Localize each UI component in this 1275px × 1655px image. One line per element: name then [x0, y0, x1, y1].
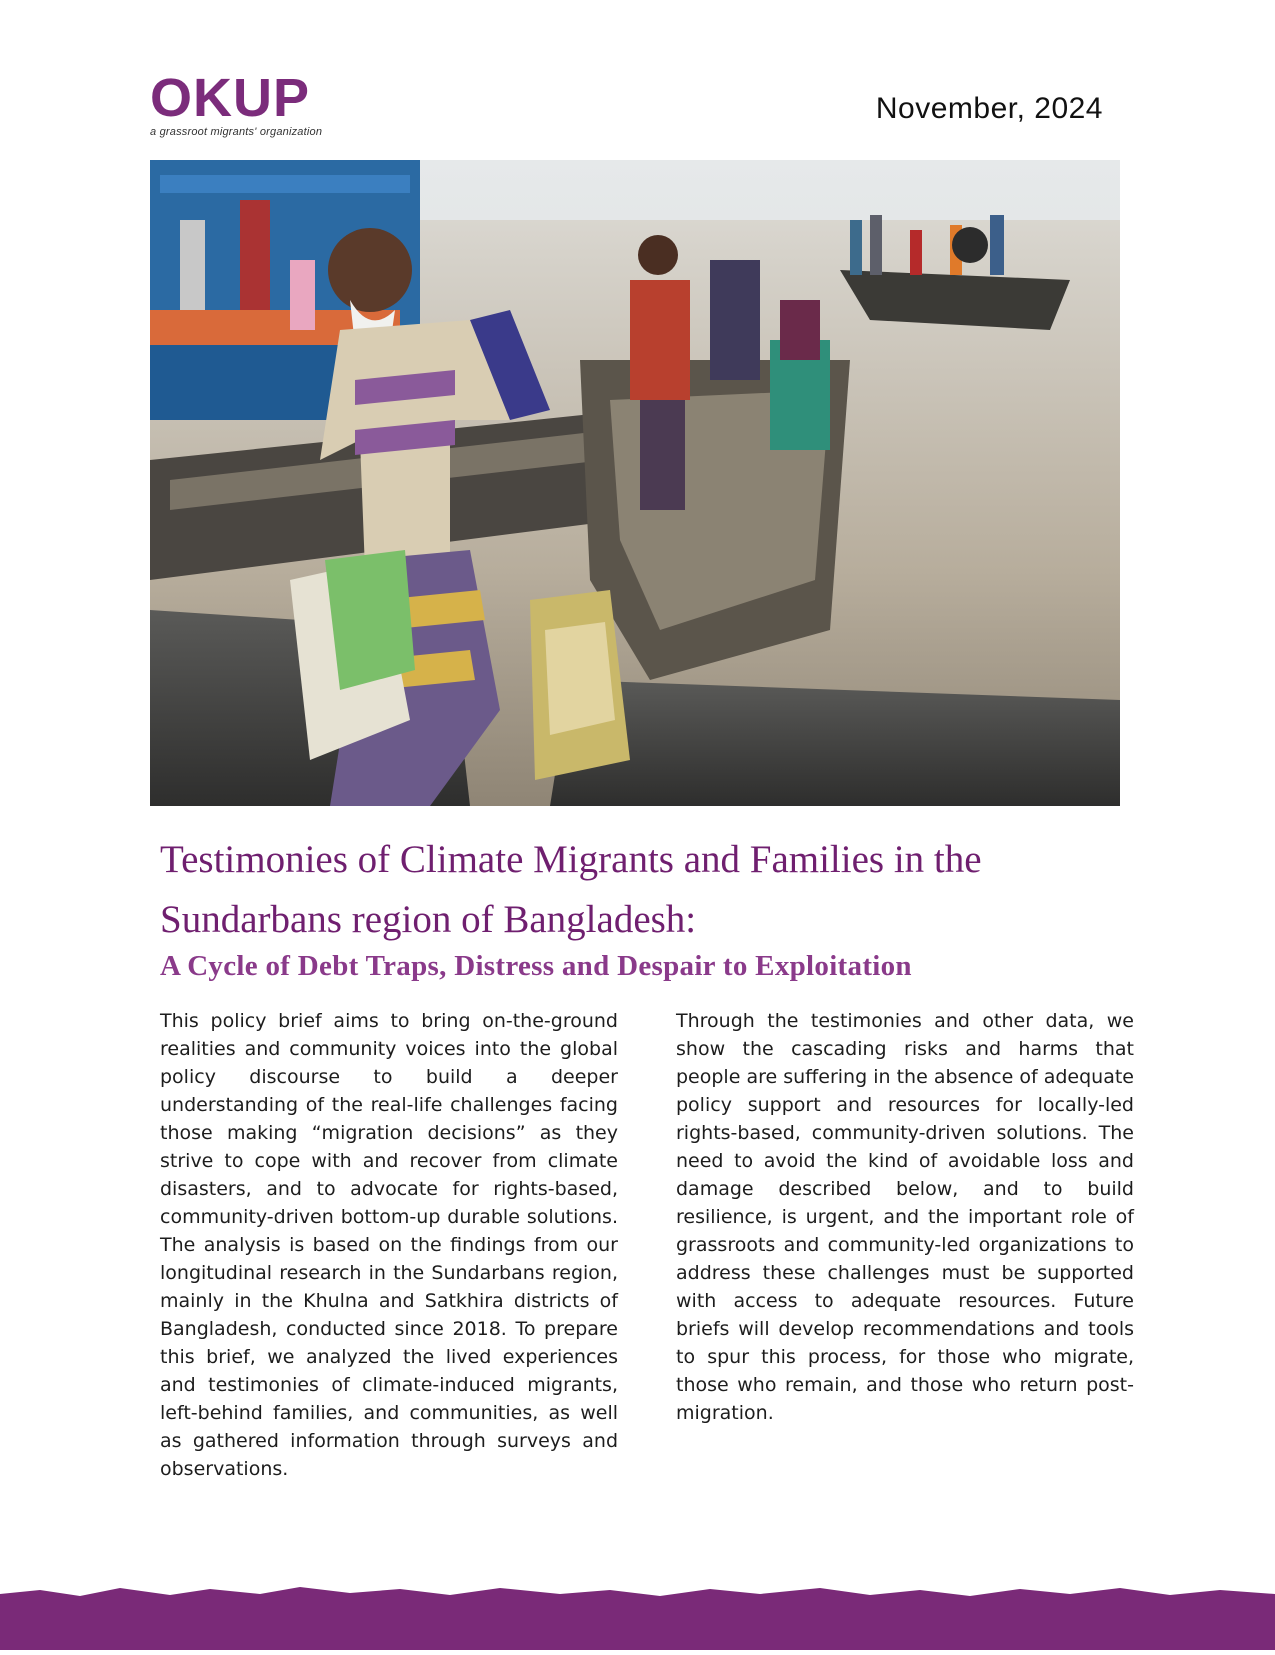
publication-date: November, 2024: [875, 92, 1103, 125]
okup-logo: [150, 68, 350, 138]
footer-torn-band: [0, 1580, 1275, 1650]
intro-paragraph-left: This policy brief aims to bring on-the-ground realities and community voices into the global policy discourse to build a deeper understanding of the real-life challenges facing those making “migration decisions” as they strive to cope with and recover from climate disasters, and to advocate for rights-based, community-driven bottom-up durable solutions. The analysis is based on the findings from our longitudinal research in the Sundarbans region, mainly in the Khulna and Satkhira districts of Bangladesh, conducted since 2018. To prepare this brief, we analyzed the lived experiences and testimonies of climate-induced migrants, left-behind families, and communities, as well as gathered information through surveys and observations.: [160, 1010, 618, 1480]
brief-subtitle: A Cycle of Debt Traps, Distress and Despair to Exploitation: [160, 950, 912, 982]
logo-wordmark: OKUP: [150, 68, 311, 128]
logo-tagline: a grassroot migrants' organization: [150, 126, 323, 138]
boat-landing-photo: [150, 160, 1120, 806]
brief-title: Testimonies of Climate Migrants and Families in the Sundarbans region of Bangladesh:: [160, 838, 982, 941]
intro-paragraph-right: Through the testimonies and other data, we show the cascading risks and harms that people are suffering in the absence of adequate policy support and resources for locally-led rights-based, community-driven solutions. The need to avoid the kind of avoidable loss and damage described below, and to build resilience, is urgent, and the important role of grassroots and community-led organizations to address these challenges must be supported with access to adequate resources. Future briefs will develop recommendations and tools to spur this process, for those who migrate, those who remain, and those who return post-migration.: [676, 1010, 1134, 1424]
cover-photo: [150, 160, 1120, 806]
